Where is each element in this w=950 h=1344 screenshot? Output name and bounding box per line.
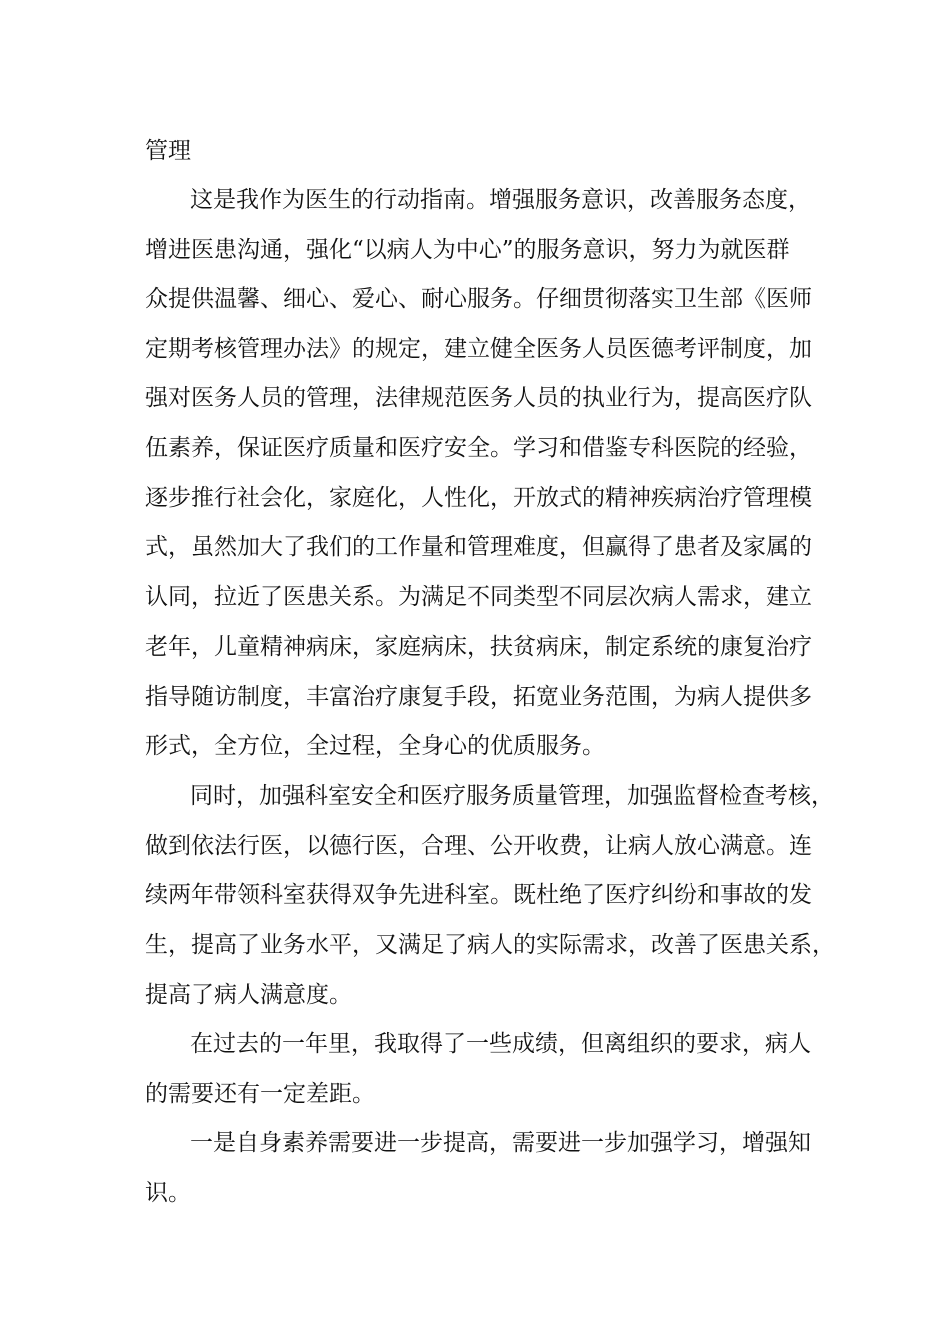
text-line-content: 认同，拉近了医患关系。为满足不同类型不同层次病人需求，建立 [145,584,812,610]
text-line-content: 逐步推行社会化，家庭化，人性化，开放式的精神疾病治疗管理模 [145,485,812,511]
text-line [0,1126,950,1160]
text-line [0,580,950,614]
text-line-content: 一是自身素养需要进一步提高，需要进一步加强学习，增强知 [190,1130,811,1156]
text-line [0,381,950,415]
text-line [0,829,950,863]
text-line [0,729,950,763]
text-line [0,928,950,962]
text-line [0,1176,950,1210]
text-line [0,680,950,714]
text-line-content: 这是我作为医生的行动指南。增强服务意识，改善服务态度， [190,187,811,213]
text-line [0,332,950,366]
text-line-content: 形式，全方位，全过程，全身心的优质服务。 [145,733,605,759]
text-line-content: 在过去的一年里，我取得了一些成绩，但离组织的要求，病人 [190,1031,811,1057]
text-line-content: 做到依法行医，以德行医，合理、公开收费，让病人放心满意。连 [145,833,812,859]
text-line [0,481,950,515]
text-line-content: 增进医患沟通，强化“以病人为中心”的服务意识，努力为就医群 [145,237,790,263]
text-line-content: 伍素养，保证医疗质量和医疗安全。学习和借鉴专科医院的经验， [145,435,812,461]
text-line-content: 提高了病人满意度。 [145,982,352,1008]
text-line-content: 管理 [145,138,191,164]
text-line [0,134,950,168]
text-line [0,530,950,564]
text-line-content: 的需要还有一定差距。 [145,1081,375,1107]
text-line [0,1027,950,1061]
text-line [0,1077,950,1111]
text-line [0,183,950,217]
text-line-content: 生，提高了业务水平，又满足了病人的实际需求，改善了医患关系， [145,932,835,958]
text-line-content: 众提供温馨、细心、爱心、耐心服务。仔细贯彻落实卫生部《医师 [145,286,812,312]
text-line-content: 指导随访制度，丰富治疗康复手段，拓宽业务范围，为病人提供多 [145,684,812,710]
text-line [0,779,950,813]
text-line-content: 续两年带领科室获得双争先进科室。既杜绝了医疗纠纷和事故的发 [145,882,812,908]
text-line-content: 老年，儿童精神病床，家庭病床，扶贫病床，制定系统的康复治疗 [145,634,812,660]
text-line [0,878,950,912]
text-line-content: 同时，加强科室安全和医疗服务质量管理，加强监督检查考核， [190,783,834,809]
text-line-content: 定期考核管理办法》的规定，建立健全医务人员医德考评制度，加 [145,336,812,362]
text-line [0,431,950,465]
text-line [0,233,950,267]
text-line-content: 强对医务人员的管理，法律规范医务人员的执业行为，提高医疗队 [145,385,812,411]
text-line [0,282,950,316]
text-line-content: 式，虽然加大了我们的工作量和管理难度，但赢得了患者及家属的 [145,534,812,560]
text-line [0,630,950,664]
text-line-content: 识。 [145,1180,191,1206]
text-line [0,978,950,1012]
